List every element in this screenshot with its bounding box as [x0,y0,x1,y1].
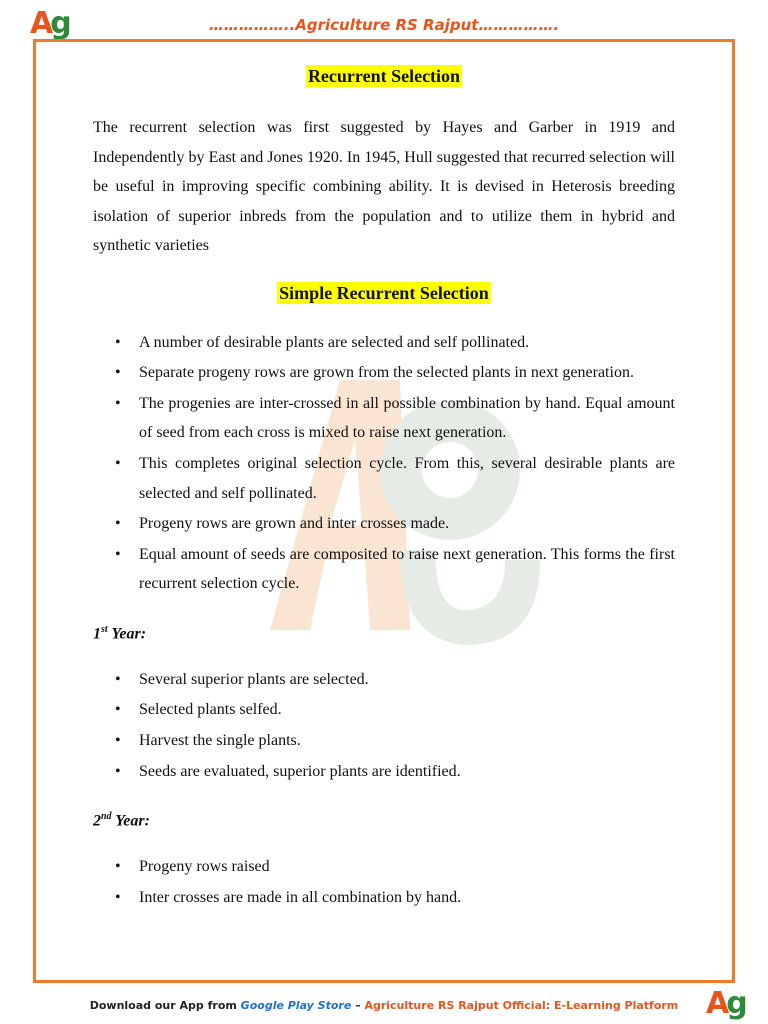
simple-steps-list [93,328,675,599]
list-item: • Equal amount of seeds are composited to raise next generation. This forms the first recurrent selection cycle. [93,540,675,599]
year-2-number: 2 [93,812,101,830]
list-item: • Separate progeny rows are grown from the selected plants in next generation. [93,358,675,388]
content [93,62,675,913]
year-1-heading [93,615,675,649]
year-1-number: 1 [93,625,101,643]
list-item: • Progeny rows are grown and inter crosses made. [93,509,675,539]
list-item: • Several superior plants are selected. [93,665,675,695]
list-item: • The progenies are inter-crossed in all possible combination by hand. Equal amount of seed from each cross is mixed to raise next generation. [93,389,675,448]
logo-letter-a: A [30,6,51,41]
year-2-label: Year: [111,812,150,830]
footer-store-link[interactable]: Google Play Store [240,999,352,1012]
year-1-steps-list [93,665,675,786]
list-item: • Progeny rows raised [93,852,675,882]
page-title-text: Recurrent Selection [307,66,461,86]
year-1-suffix: st [101,623,108,635]
section-title [93,279,675,310]
year-2-suffix: nd [101,811,112,823]
year-2-steps-list [93,852,675,912]
intro-paragraph: The recurrent selection was first suggested by Hayes and Garber in 1919 and Independently by East and Jones 1920. In 1945, Hull suggested that recurred selection will be useful in improving specific combining ability. It is devised in Heterosis breeding isolation of superior inbreds from the population and to utilize them in hybrid and synthetic varieties [93,119,675,255]
page-footer [0,999,768,1012]
page-header: ……………..Agriculture RS Rajput……………. [208,16,560,34]
page-title [93,62,675,94]
logo-letter-a: A [706,986,727,1021]
list-item: • This completes original selection cycle. From this, several desirable plants are selected and self pollinated. [93,449,675,508]
list-item: • A number of desirable plants are selected and self pollinated. [93,328,675,358]
list-item: • Selected plants selfed. [93,695,675,725]
list-item: • Harvest the single plants. [93,726,675,756]
footer-prefix: Download our App from [89,999,241,1012]
logo-letter-g: g [50,6,69,41]
year-1-label: Year: [107,625,147,643]
year-2-heading [93,802,675,836]
section-title-text: Simple Recurrent Selection [279,282,489,303]
list-item: • Inter crosses are made in all combination by hand. [93,883,675,913]
footer-logo [706,986,745,1021]
footer-dash: – [351,999,365,1012]
footer-org: Agriculture RS Rajput Official: E-Learning Platform [364,999,679,1012]
list-item: • Seeds are evaluated, superior plants are identified. [93,757,675,787]
logo-letter-g: g [726,986,745,1021]
